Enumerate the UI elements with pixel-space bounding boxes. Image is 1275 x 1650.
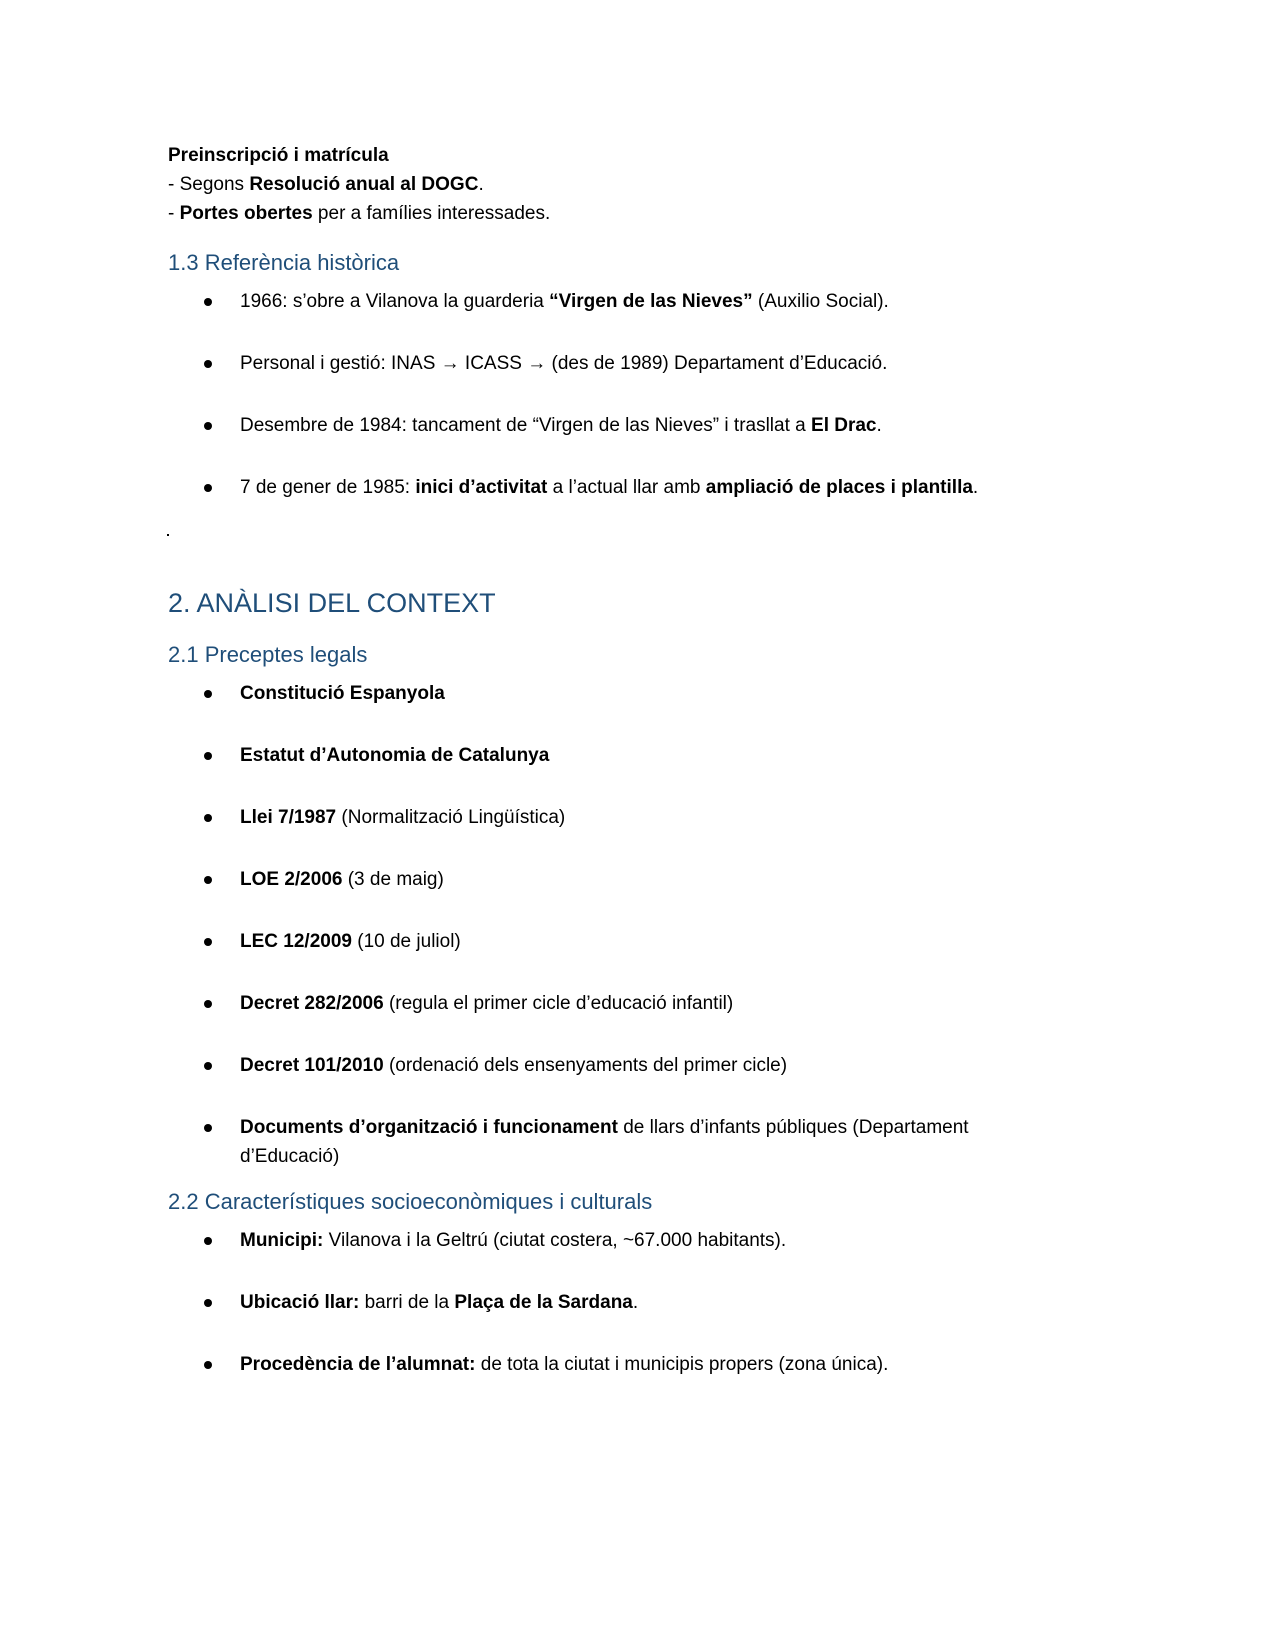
bold-text: Resolució anual al DOGC (249, 174, 479, 195)
text-run: 7 de gener de 1985: (240, 477, 416, 498)
text-run: de llars d’infants públiques (Departament d’Educació) (240, 1117, 969, 1167)
list-item (240, 803, 980, 832)
text-run: Vilanova i la Geltrú (ciutat costera, ~67.000 habitants). (323, 1230, 787, 1251)
text-run: a l’actual llar amb (547, 477, 706, 498)
list-item (240, 989, 980, 1018)
list-item (240, 473, 980, 502)
list-item (240, 1113, 980, 1171)
list-item (240, 1226, 980, 1255)
list-item (240, 1350, 980, 1379)
bold-text: El Drac (811, 415, 877, 436)
list-item (240, 1051, 980, 1080)
bullet-icon (204, 814, 212, 822)
bullet-icon (204, 1361, 212, 1369)
enrolment-line (168, 170, 484, 199)
bold-text: Ubicació llar: (240, 1292, 360, 1313)
list-item (240, 927, 980, 956)
bold-text: Decret 101/2010 (240, 1055, 384, 1076)
bold-text: LOE 2/2006 (240, 869, 343, 890)
text-run: (3 de maig) (342, 869, 444, 890)
text-run: barri de la (359, 1292, 455, 1313)
stray-dot (167, 534, 169, 536)
bullet-icon (204, 484, 212, 492)
text-run: de tota la ciutat i municipis propers (zona única). (475, 1354, 889, 1375)
text-run: . (632, 1292, 639, 1313)
list-item (240, 349, 980, 378)
text-run: Desembre de 1984: tancament de “Virgen de las Nieves” i trasllat a (240, 415, 812, 436)
bullet-icon (204, 690, 212, 698)
text-run: (ordenació dels ensenyaments del primer cicle) (383, 1055, 788, 1076)
bold-text: LEC 12/2009 (240, 931, 352, 952)
bold-text: Municipi: (240, 1230, 324, 1251)
bullet-icon (204, 1062, 212, 1070)
list-item (240, 411, 980, 440)
bullet-icon (204, 1124, 212, 1132)
text-run: Personal i gestió: INAS → ICASS → (des de 1989) Departament d’Educació. (240, 353, 888, 374)
text-run: per a famílies interessades. (312, 203, 551, 224)
bold-text: inici d’activitat (415, 477, 548, 498)
bullet-icon (204, 876, 212, 884)
text-run: - Segons (168, 174, 250, 195)
enrolment-title: Preinscripció i matrícula (168, 145, 389, 166)
bullet-icon (204, 1299, 212, 1307)
text-run: (regula el primer cicle d’educació infantil) (383, 993, 734, 1014)
bullet-icon (204, 422, 212, 430)
list-item (240, 679, 980, 708)
bullet-icon (204, 360, 212, 368)
section-heading-2-1: 2.1 Preceptes legals (168, 642, 368, 667)
section-heading-2-2: 2.2 Característiques socioeconòmiques i culturals (168, 1189, 653, 1214)
bullet-icon (204, 752, 212, 760)
list-item (240, 865, 980, 894)
list-item (240, 741, 980, 770)
enrolment-line (168, 199, 550, 228)
bold-text: Portes obertes (179, 203, 313, 224)
text-run: . (876, 415, 882, 436)
text-run: 1966: s’obre a Vilanova la guarderia (240, 291, 550, 312)
text-run: . (972, 477, 979, 498)
bold-text: Constitució Espanyola (240, 683, 445, 704)
bullet-icon (204, 938, 212, 946)
bold-text: Llei 7/1987 (240, 807, 337, 828)
text-run: (10 de juliol) (351, 931, 461, 952)
bold-text: Procedència de l’alumnat: (240, 1354, 476, 1375)
text-run: - (168, 203, 180, 224)
text-run: . (478, 174, 484, 195)
bold-text: ampliació de places i plantilla (705, 477, 973, 498)
bold-text: “Virgen de las Nieves” (549, 291, 753, 312)
bold-text: Decret 282/2006 (240, 993, 384, 1014)
list-item (240, 287, 980, 316)
section-heading-2: 2. ANÀLISI DEL CONTEXT (168, 588, 496, 618)
bold-text: Estatut d’Autonomia de Catalunya (240, 745, 550, 766)
section-heading-1-3: 1.3 Referència històrica (168, 250, 400, 275)
bullet-icon (204, 298, 212, 306)
bold-text: Plaça de la Sardana (454, 1292, 633, 1313)
text-run: (Normalització Lingüística) (336, 807, 566, 828)
bullet-icon (204, 1000, 212, 1008)
text-run: (Auxilio Social). (752, 291, 889, 312)
bold-text: Documents d’organització i funcionament (240, 1117, 618, 1138)
list-item (240, 1288, 980, 1317)
bullet-icon (204, 1237, 212, 1245)
